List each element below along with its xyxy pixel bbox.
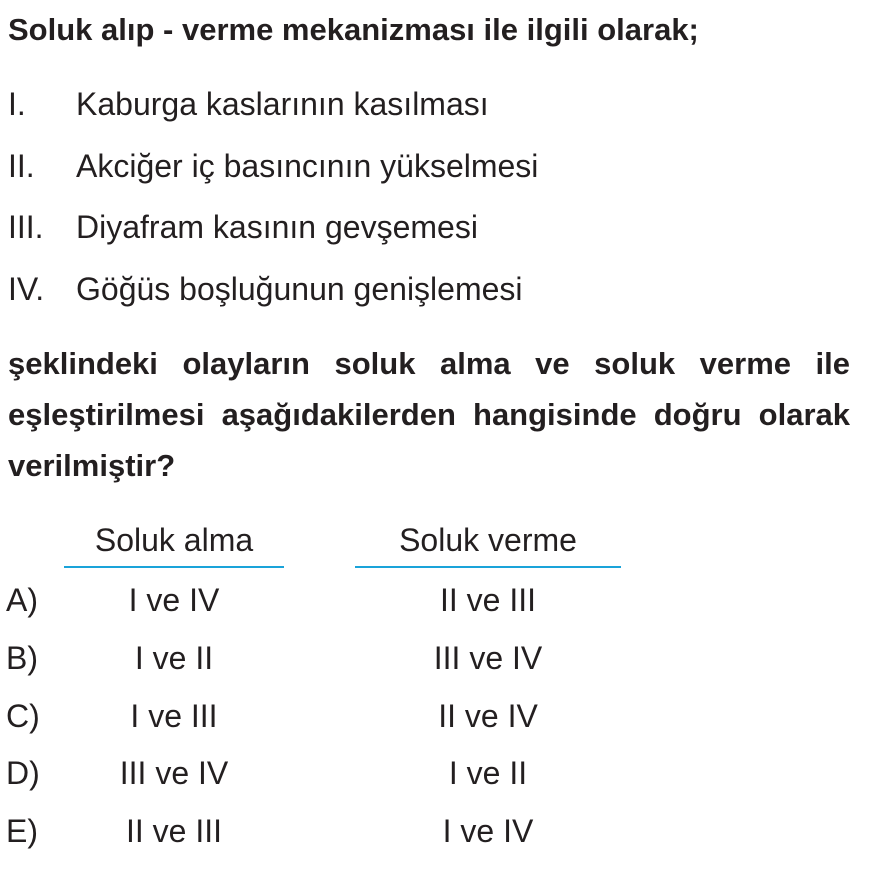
- column-header-soluk-verme: Soluk verme: [399, 522, 577, 558]
- statement-text: Akciğer iç basıncının yükselmesi: [76, 148, 539, 184]
- column-underline: [64, 566, 284, 568]
- option-soluk-alma: I ve III: [130, 698, 218, 734]
- option-letter: A): [6, 582, 38, 618]
- statement-text: Kaburga kaslarının kasılması: [76, 86, 489, 122]
- option-letter: D): [6, 755, 40, 791]
- option-soluk-verme: I ve II: [448, 755, 528, 791]
- statement-number: III.: [8, 209, 44, 245]
- statement-text: Diyafram kasının gevşemesi: [76, 209, 478, 245]
- option-letter: E): [6, 813, 38, 849]
- question-stem: şeklindeki olayların soluk alma ve soluk verme ile eşleştirilmesi aşağıdakilerden hangisinde doğru olarak verilmiştir?: [8, 346, 850, 483]
- option-letter: C): [6, 698, 40, 734]
- option-soluk-alma: II ve III: [125, 813, 223, 849]
- question-title: Soluk alıp - verme mekanizması ile ilgili olarak;: [8, 12, 699, 47]
- option-soluk-alma: I ve IV: [128, 582, 220, 618]
- statement-number: I.: [8, 86, 26, 122]
- option-soluk-verme: I ve IV: [442, 813, 534, 849]
- column-underline: [355, 566, 621, 568]
- statement-number: IV.: [8, 271, 45, 307]
- option-soluk-alma: I ve II: [134, 640, 214, 676]
- option-soluk-verme: III ve IV: [433, 640, 543, 676]
- statement-text: Göğüs boşluğunun genişlemesi: [76, 271, 523, 307]
- statement-number: II.: [8, 148, 35, 184]
- column-header-soluk-alma: Soluk alma: [94, 522, 254, 558]
- option-soluk-verme: II ve IV: [438, 698, 538, 734]
- option-soluk-alma: III ve IV: [119, 755, 229, 791]
- option-letter: B): [6, 640, 38, 676]
- option-soluk-verme: II ve III: [439, 582, 537, 618]
